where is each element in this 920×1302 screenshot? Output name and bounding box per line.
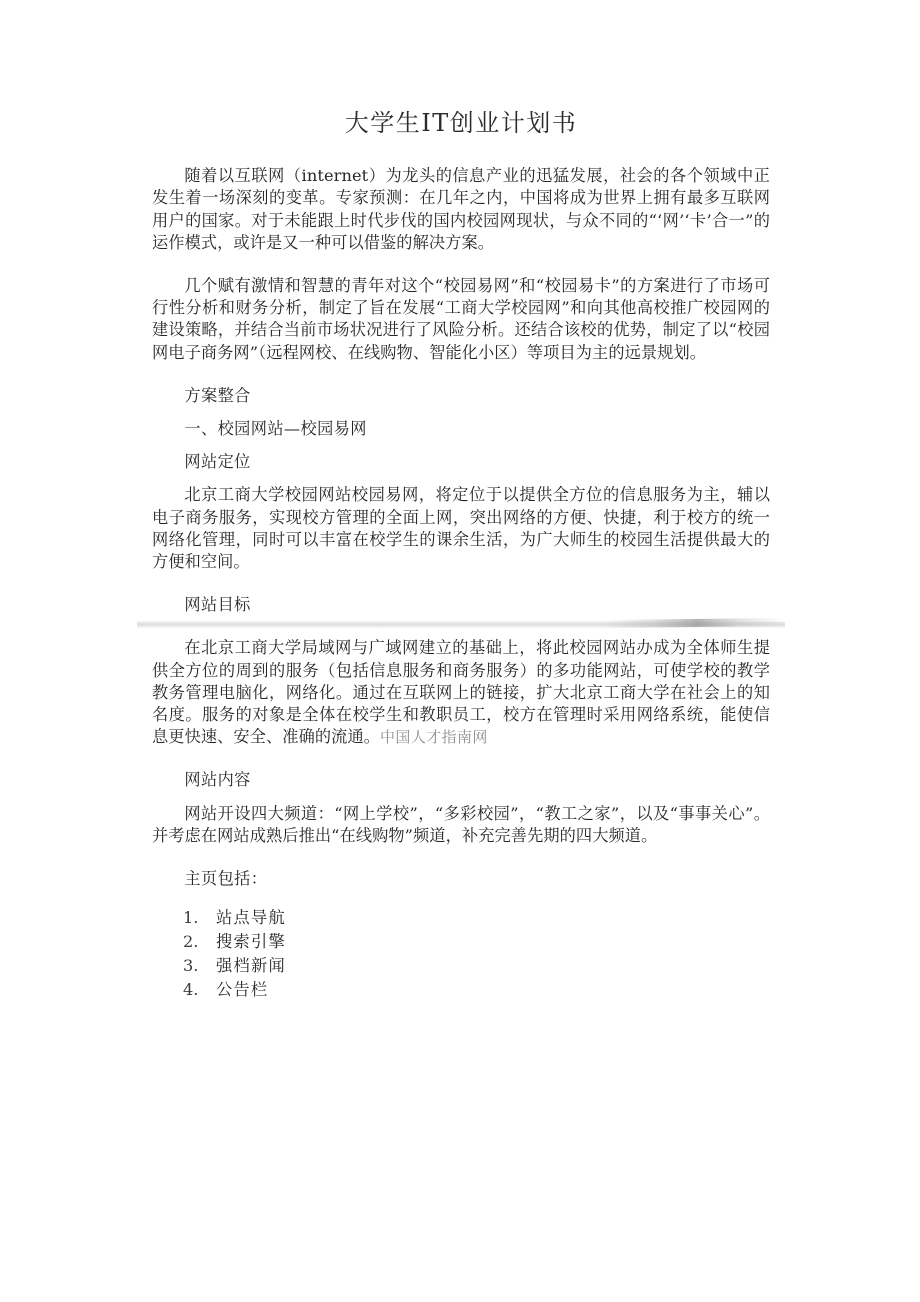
spacer <box>152 440 770 451</box>
spacer <box>152 748 770 769</box>
spacer <box>152 890 770 906</box>
spacer <box>152 254 770 275</box>
spacer <box>152 407 770 418</box>
watermark-label: 中国人才指南网 <box>380 728 488 747</box>
list-item-number: 4. <box>183 980 199 1000</box>
list-item-label: 强档新闻 <box>216 956 286 976</box>
heading-site-content: 网站内容 <box>184 770 251 790</box>
paragraph-site-goal <box>152 637 770 748</box>
heading-site-positioning: 网站定位 <box>184 452 251 472</box>
spacer <box>152 139 770 165</box>
heading-homepage-includes: 主页包括： <box>184 869 268 889</box>
heading-section-one: 一、校园网站—校园易网 <box>184 419 367 439</box>
paragraph-proposal: 几个赋有激情和智慧的青年对这个“校园易网”和“校园易卡”的方案进行了市场可行性分析和财务分析，制定了旨在发展“工商大学校园网”和向其他高校推广校园网的建设策略，并结合当前市场状况进行了风险分析。还结合该校的优势，制定了以“校园网电子商务网”（远程网校、在线购物、智能化小区）等项目为主的远景规划。 <box>152 276 770 362</box>
heading-plan-integration: 方案整合 <box>184 385 251 405</box>
paragraph-intro: 随着以互联网（internet）为龙头的信息产业的迅猛发展，社会的各个领域中正发生着一场深刻的变革。专家预测：在几年之内，中国将成为世界上拥有最多互联网用户的国家。对于未能跟上时代步伐的国内校园网现状，与众不同的“‘网’‘卡’合一”的运作模式，或许是又一种可以借鉴的解决方案。 <box>152 166 770 252</box>
paragraph-site-content: 网站开设四大频道：“网上学校”，“多彩校园”，“教工之家”，以及“事事关心”。并考虑在网站成熟后推出“在线购物”频道，补充完善先期的四大频道。 <box>152 803 770 845</box>
spacer <box>152 792 770 803</box>
page-title: 大学生IT创业计划书 <box>344 109 578 137</box>
heading-site-goal: 网站目标 <box>184 595 251 615</box>
list-item-label: 站点导航 <box>216 908 286 928</box>
list-item-label: 公告栏 <box>216 980 269 1000</box>
document-body <box>152 0 770 1002</box>
list-item <box>152 906 770 930</box>
spacer <box>152 573 770 594</box>
paragraph-site-goal-text: 在北京工商大学局域网与广域网建立的基础上，将此校园网站办成为全体师生提供全方位的周到的服务（包括信息服务和商务服务）的多功能网站，可使学校的教学教务管理电脑化，网络化。通过在互联网上的链接，扩大北京工商大学在社会上的知名度。服务的对象是全体在校学生和教职员工，校方在管理时采用网络系统，能使信息更快速、安全、准确的流通。 <box>152 638 770 747</box>
list-item <box>152 978 770 1002</box>
spacer <box>152 473 770 484</box>
list-item-number: 3. <box>183 956 199 976</box>
list-item-number: 2. <box>183 932 199 952</box>
list-item <box>152 930 770 954</box>
list-item-number: 1. <box>183 908 199 928</box>
list-item <box>152 954 770 978</box>
spacer <box>152 364 770 385</box>
homepage-feature-list <box>152 906 770 1002</box>
list-item-label: 搜索引擎 <box>216 932 286 952</box>
paragraph-site-positioning: 北京工商大学校园网站校园易网，将定位于以提供全方位的信息服务为主，辅以电子商务服务，实现校方管理的全面上网，突出网络的方便、快捷，利于校方的统一网络化管理，同时可以丰富在校学生的课余生活，为广大师生的校园生活提供最大的方便和空间。 <box>152 485 770 572</box>
spacer <box>152 847 770 868</box>
heading-site-goal-group <box>152 594 770 616</box>
